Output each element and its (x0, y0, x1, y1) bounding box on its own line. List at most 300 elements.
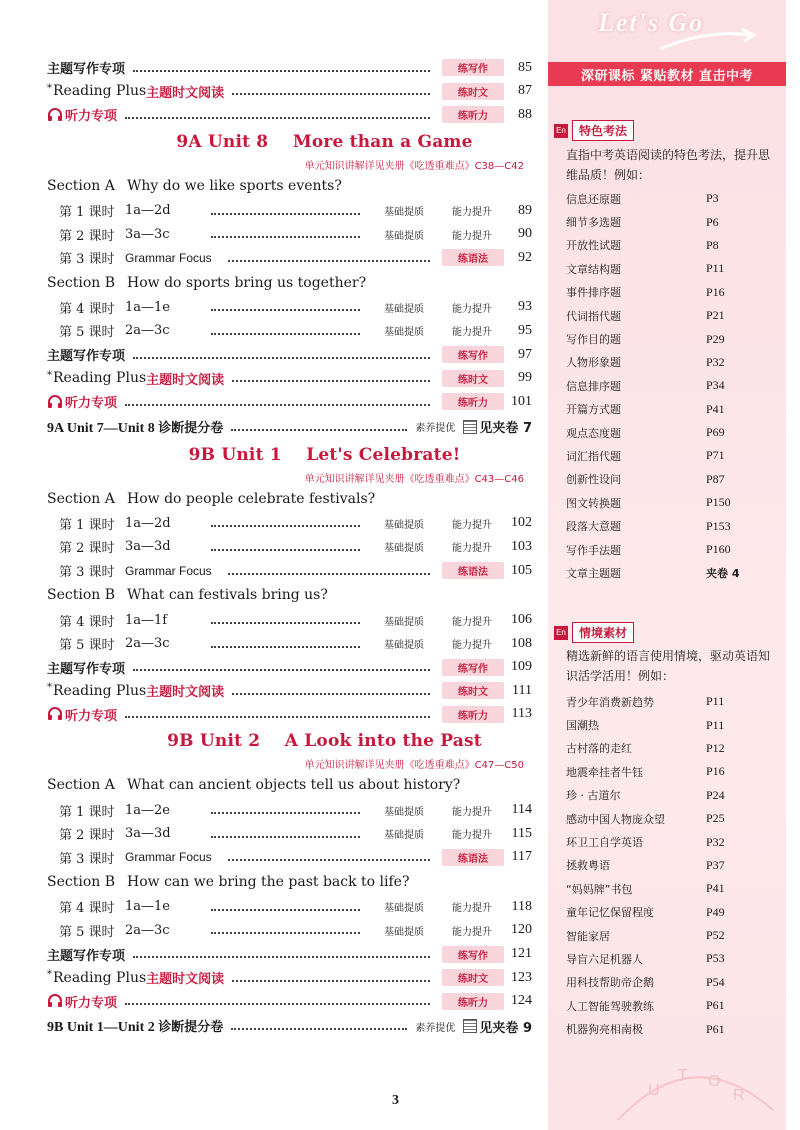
item-page: P53 (706, 951, 725, 966)
item-page: 夹卷 4 (706, 566, 740, 580)
toc-entry-topic[interactable] (47, 656, 532, 680)
item-page: P16 (706, 284, 725, 299)
item-name: 感动中国人物庞众望 (566, 812, 665, 826)
item-name: 图文转换题 (566, 496, 621, 510)
entry-title: 听力专项 (65, 995, 118, 1011)
headphones-icon (47, 395, 63, 409)
page-number-ref: 117 (511, 849, 532, 865)
item-name: 古村落的走红 (566, 742, 632, 756)
page-number-ref: 114 (511, 802, 532, 818)
sidebar-list-item (566, 994, 776, 1017)
lesson-number: 第 2 课时 (59, 541, 115, 557)
lesson-entry[interactable] (47, 246, 532, 270)
insert-ref (463, 1017, 532, 1036)
toc-entry-listen[interactable] (47, 703, 532, 727)
insert-ref-text: 见夹卷 7 (479, 421, 532, 437)
section-heading (47, 582, 532, 608)
sidebar-list-item (566, 760, 776, 783)
page-number-ref: 101 (511, 393, 532, 409)
level-tag: 能力提升 (452, 616, 492, 628)
diagnostic-test-entry[interactable] (47, 414, 532, 440)
sidebar-list-item (566, 468, 776, 491)
item-name: 文章主题题 (566, 566, 621, 580)
level-tag: 能力提升 (452, 230, 492, 242)
sidebar-list-item (566, 444, 776, 467)
lesson-code: 1a—2d (125, 515, 171, 531)
leader-dots (232, 980, 430, 982)
lesson-entry[interactable] (47, 822, 532, 846)
item-name: 青少年消费新趋势 (566, 695, 654, 709)
lesson-code: 1a—2e (125, 802, 170, 818)
item-page: P11 (706, 694, 725, 709)
item-name: 导盲六足机器人 (566, 952, 643, 966)
leader-dots (211, 932, 360, 934)
page-number-ref: 103 (511, 538, 532, 554)
booklet-icon (463, 1019, 477, 1033)
section-heading (47, 869, 532, 895)
slogan-banner: 深研课标 紧贴教材 直击中考 (548, 62, 786, 86)
page-number-ref: 118 (511, 898, 532, 914)
diagnostic-title (47, 417, 223, 437)
lesson-number: 第 5 课时 (59, 638, 115, 654)
star-mark: * (47, 82, 52, 94)
level-tag: 基础提质 (384, 806, 424, 818)
leader-dots (232, 93, 430, 95)
item-page: P25 (706, 811, 725, 826)
page-number-ref: 102 (511, 515, 532, 531)
lesson-code: 2a—3c (125, 323, 170, 339)
page-number-ref: 124 (511, 993, 532, 1009)
page-number-ref: 120 (511, 922, 532, 938)
section-question: Why do we like sports events? (127, 177, 342, 194)
entry-title-en: Reading Plus (53, 969, 147, 986)
unit-title: 9B Unit 2 A Look into the Past (167, 731, 482, 752)
feature-badge (554, 120, 634, 141)
item-name: 开放性试题 (566, 239, 621, 253)
practice-tag: 练写作 (442, 346, 504, 363)
leader-dots (133, 70, 430, 72)
sidebar-list-item (566, 421, 776, 444)
lesson-entry[interactable] (47, 798, 532, 822)
page-number-ref: 106 (511, 612, 532, 628)
star-mark: * (47, 969, 52, 981)
diagnostic-test-entry[interactable] (47, 1013, 532, 1039)
page-number-ref: 121 (511, 946, 532, 962)
item-page: P71 (706, 448, 725, 463)
page-number-ref: 92 (518, 249, 532, 265)
level-tag: 基础提质 (384, 616, 424, 628)
page-number: 3 (392, 1093, 399, 1108)
practice-tag: 练语法 (442, 849, 504, 866)
sidebar-list-item (566, 561, 776, 584)
entry-title: 听力专项 (65, 708, 118, 724)
lesson-code: Grammar Focus (125, 250, 212, 265)
toc-entry-reading[interactable] (47, 679, 532, 703)
entry-title: 听力专项 (65, 109, 118, 125)
level-tag: 基础提质 (384, 543, 424, 555)
item-name: 环卫工自学英语 (566, 836, 643, 850)
item-name: 创新性设问 (566, 473, 621, 487)
level-tag: 能力提升 (452, 903, 492, 915)
context-label: 情境素材 (572, 622, 634, 643)
sidebar-list-item (566, 257, 776, 280)
lesson-code: 1a—1f (125, 612, 168, 628)
level-tag: 基础提质 (384, 230, 424, 242)
leader-dots (133, 669, 430, 671)
item-page: P3 (706, 191, 719, 206)
item-page: P34 (706, 378, 725, 393)
leader-dots (125, 716, 430, 718)
sidebar-list-item (566, 830, 776, 853)
page-number-ref: 95 (518, 322, 532, 338)
item-page: P41 (706, 401, 725, 416)
unit-title: 9A Unit 8 More than a Game (176, 131, 473, 152)
sidebar-list-item (566, 351, 776, 374)
lesson-entry[interactable] (47, 222, 532, 246)
section-heading (47, 772, 532, 798)
lesson-code: 3a—3c (125, 226, 170, 242)
item-page: P69 (706, 425, 725, 440)
item-page: P150 (706, 495, 731, 510)
sidebar-list-item (566, 784, 776, 807)
toc-entry-listen[interactable] (47, 103, 532, 127)
headphones-icon (47, 707, 63, 721)
practice-tag: 练听力 (442, 106, 504, 123)
diagnostic-title (47, 1016, 223, 1036)
practice-tag: 练语法 (442, 562, 504, 579)
lesson-number: 第 5 课时 (59, 924, 115, 940)
leader-dots (211, 333, 360, 335)
level-tag: 基础提质 (384, 207, 424, 219)
lesson-code: Grammar Focus (125, 850, 212, 865)
item-page: P16 (706, 764, 725, 779)
feature-list (566, 187, 776, 585)
page-number-ref: 90 (518, 226, 532, 242)
leader-dots (231, 429, 407, 431)
item-page: P153 (706, 518, 731, 533)
feature-description: 直指中考英语阅读的特色考法，提升思维品质！例如： (566, 148, 771, 182)
entry-title: 听力专项 (65, 396, 118, 412)
item-page: P8 (706, 237, 719, 252)
item-name: 代词指代题 (566, 309, 621, 323)
item-name: 观点态度题 (566, 426, 621, 440)
level-tag: 基础提质 (384, 327, 424, 339)
item-page: P32 (706, 834, 725, 849)
context-description: 精选新鲜的语言使用情境，驱动英语知识活学活用！例如： (566, 649, 771, 683)
level-tag: 能力提升 (452, 543, 492, 555)
lesson-number: 第 4 课时 (59, 614, 115, 630)
entry-title-cn: 主题时文阅读 (146, 85, 225, 101)
item-name: 人工智能驾驶教练 (566, 999, 654, 1013)
entry-title-cn: 主题时文阅读 (146, 372, 225, 388)
item-page: P6 (706, 214, 719, 229)
entry-title: 主题写作专项 (47, 948, 126, 964)
leader-dots (211, 525, 360, 527)
item-name: 写作目的题 (566, 333, 621, 347)
level-tag: 基础提质 (384, 519, 424, 531)
toc-entry-topic[interactable] (47, 343, 532, 367)
item-name: 事件排序题 (566, 286, 621, 300)
leader-dots (228, 573, 430, 575)
sidebar-list-item (566, 187, 776, 210)
sidebar-list-item (566, 398, 776, 421)
lesson-entry[interactable] (47, 632, 532, 656)
feature-label: 特色考法 (572, 120, 634, 141)
lesson-code: 2a—3c (125, 922, 170, 938)
entry-title: 主题写作专项 (47, 661, 126, 677)
item-page: P61 (706, 998, 725, 1013)
leader-dots (125, 117, 430, 119)
svg-text:R: R (733, 1087, 745, 1104)
booklet-icon (463, 420, 477, 434)
level-tag: 能力提升 (452, 830, 492, 842)
item-page: P12 (706, 740, 725, 755)
insert-ref (463, 417, 532, 436)
practice-tag: 练时文 (442, 969, 504, 986)
lesson-entry[interactable] (47, 895, 532, 919)
item-name: 文章结构题 (566, 262, 621, 276)
sidebar-list-item (566, 901, 776, 924)
section-question: How do people celebrate festivals? (127, 490, 376, 507)
page-number-ref: 93 (518, 299, 532, 315)
quality-label: 素养提优 (415, 423, 456, 435)
leader-dots (133, 956, 430, 958)
level-tag: 能力提升 (452, 806, 492, 818)
level-tag: 能力提升 (452, 207, 492, 219)
context-list (566, 690, 776, 1041)
level-tag: 基础提质 (384, 830, 424, 842)
lesson-entry[interactable] (47, 845, 532, 869)
practice-tag: 练时文 (442, 370, 504, 387)
lesson-code: 1a—2d (125, 203, 171, 219)
item-name: 国潮热 (566, 719, 599, 733)
level-tag: 基础提质 (384, 926, 424, 938)
item-page: P61 (706, 1021, 725, 1036)
section-name: Section B (47, 874, 116, 891)
leader-dots (228, 260, 430, 262)
lesson-number: 第 4 课时 (59, 301, 115, 317)
item-name: 地震牵挂者牛钰 (566, 765, 643, 779)
section-name: Section A (47, 490, 115, 507)
item-page: P32 (706, 354, 725, 369)
entry-title: 主题写作专项 (47, 62, 126, 78)
sidebar-list-item (566, 210, 776, 233)
sidebar-list-item (566, 327, 776, 350)
star-mark: * (47, 682, 52, 694)
item-page: P160 (706, 542, 731, 557)
lesson-code: 2a—3c (125, 636, 170, 652)
page-number-ref: 97 (518, 346, 532, 362)
sidebar-list-item (566, 374, 776, 397)
section-question: What can festivals bring us? (127, 587, 328, 604)
leader-dots (211, 549, 360, 551)
diagnostic-title-en: 9B Unit 1—Unit 2 (47, 1020, 159, 1036)
practice-tag: 练时文 (442, 682, 504, 699)
lesson-entry[interactable] (47, 919, 532, 943)
toc-entry-reading[interactable] (47, 80, 532, 104)
page-number-ref: 105 (511, 562, 532, 578)
entry-title-en: Reading Plus (53, 83, 147, 100)
leader-dots (232, 693, 430, 695)
page-number-ref: 88 (518, 106, 532, 122)
item-name: 拯救粤语 (566, 859, 610, 873)
lesson-code: 1a—1e (125, 299, 170, 315)
lesson-number: 第 1 课时 (59, 205, 115, 221)
practice-tag: 练写作 (442, 946, 504, 963)
section-heading (47, 270, 532, 296)
practice-tag: 练写作 (442, 659, 504, 676)
page-number-ref: 89 (518, 202, 532, 218)
lesson-entry[interactable] (47, 199, 532, 223)
lesson-number: 第 2 课时 (59, 828, 115, 844)
item-page: P52 (706, 928, 725, 943)
sidebar-list-item (566, 854, 776, 877)
leader-dots (211, 836, 360, 838)
sidebar-list-item (566, 281, 776, 304)
lesson-entry[interactable] (47, 512, 532, 536)
sidebar (548, 0, 786, 1130)
leader-dots (228, 859, 430, 861)
entry-title-cn: 主题时文阅读 (146, 972, 225, 988)
sidebar-list-item (566, 304, 776, 327)
lesson-code: 3a—3d (125, 539, 171, 555)
diagnostic-title-cn: 诊断提分卷 (158, 420, 224, 436)
toc-entry-listen[interactable] (47, 989, 532, 1013)
unit-title: 9B Unit 1 Let's Celebrate! (188, 444, 461, 465)
unit-subtitle: 单元知识讲解详见夹册《吃透重难点》C47—C50 (304, 760, 524, 772)
swoosh-arrow-icon (658, 25, 758, 55)
leader-dots (125, 404, 430, 406)
practice-tag: 练听力 (442, 993, 504, 1010)
item-name: 用科技帮助帝企鹅 (566, 976, 654, 990)
leader-dots (211, 236, 360, 238)
leader-dots (231, 1028, 407, 1030)
item-name: 段落大意题 (566, 520, 621, 534)
en-icon: En (554, 124, 568, 138)
star-mark: * (47, 369, 52, 381)
lesson-code: Grammar Focus (125, 563, 212, 578)
leader-dots (211, 909, 360, 911)
page-number-ref: 123 (511, 969, 532, 985)
lesson-number: 第 3 课时 (59, 851, 115, 867)
page-number-ref: 87 (518, 83, 532, 99)
lesson-entry[interactable] (47, 319, 532, 343)
page-number-ref: 109 (511, 659, 532, 675)
level-tag: 能力提升 (452, 519, 492, 531)
lesson-number: 第 2 课时 (59, 228, 115, 244)
page-number-ref: 113 (511, 706, 532, 722)
headphones-icon (47, 994, 63, 1008)
section-name: Section A (47, 777, 115, 794)
item-name: 人物形象题 (566, 356, 621, 370)
item-name: 写作手法题 (566, 543, 621, 557)
toc-entry-reading[interactable] (47, 366, 532, 390)
level-tag: 能力提升 (452, 303, 492, 315)
section-name: Section B (47, 274, 116, 291)
level-tag: 基础提质 (384, 640, 424, 652)
entry-title-en: Reading Plus (53, 370, 147, 387)
section-heading (47, 173, 532, 199)
page-number-ref: 115 (511, 825, 532, 841)
page-number-ref: 85 (518, 59, 532, 75)
context-badge (554, 622, 634, 643)
sidebar-list-item (566, 971, 776, 994)
headphones-icon (47, 108, 63, 122)
diagnostic-title-en: 9A Unit 7—Unit 8 (47, 420, 159, 436)
toc-entry-listen[interactable] (47, 390, 532, 414)
section-question: What can ancient objects tell us about history? (127, 777, 461, 794)
item-name: 童年记忆保留程度 (566, 906, 654, 920)
item-name: “妈妈牌”书包 (566, 882, 633, 896)
lesson-number: 第 1 课时 (59, 517, 115, 533)
leader-dots (133, 357, 430, 359)
item-page: P24 (706, 787, 725, 802)
sidebar-list-item (566, 924, 776, 947)
sidebar-list-item (566, 538, 776, 561)
item-page: P41 (706, 881, 725, 896)
sidebar-list-item (566, 947, 776, 970)
item-name: 珍 · 古道尔 (566, 789, 621, 803)
svg-text:O: O (708, 1073, 721, 1090)
sidebar-list-item (566, 807, 776, 830)
page-number-ref: 108 (511, 635, 532, 651)
lesson-number: 第 5 课时 (59, 325, 115, 341)
level-tag: 能力提升 (452, 640, 492, 652)
quality-label: 素养提优 (415, 1022, 456, 1034)
svg-text:T: T (678, 1067, 688, 1084)
page-number-ref: 99 (518, 370, 532, 386)
sidebar-list-item (566, 690, 776, 713)
section-name: Section B (47, 587, 116, 604)
item-page: P54 (706, 974, 725, 989)
section-question: How do sports bring us together? (127, 274, 367, 291)
lesson-code: 1a—1e (125, 899, 170, 915)
practice-tag: 练语法 (442, 249, 504, 266)
leader-dots (232, 380, 430, 382)
unit-subtitle: 单元知识讲解详见夹册《吃透重难点》C38—C42 (304, 160, 524, 172)
sidebar-list-item (566, 234, 776, 257)
leader-dots (211, 646, 360, 648)
practice-tag: 练时文 (442, 83, 504, 100)
item-page: P21 (706, 308, 725, 323)
lesson-entry[interactable] (47, 296, 532, 320)
toc-entry-reading[interactable] (47, 966, 532, 990)
toc-entry-topic[interactable] (47, 56, 532, 80)
sidebar-list-item (566, 491, 776, 514)
toc-entry-topic[interactable] (47, 942, 532, 966)
insert-ref-text: 见夹卷 9 (479, 1020, 532, 1036)
item-page: P37 (706, 857, 725, 872)
item-name: 开篇方式题 (566, 403, 621, 417)
page-number-ref: 111 (512, 682, 532, 698)
entry-title: 主题写作专项 (47, 349, 126, 365)
lesson-number: 第 3 课时 (59, 565, 115, 581)
decorative-letters (608, 1020, 778, 1130)
level-tag: 基础提质 (384, 303, 424, 315)
lesson-entry[interactable] (47, 535, 532, 559)
svg-text:U: U (648, 1082, 660, 1099)
section-heading (47, 486, 532, 512)
lesson-entry[interactable] (47, 608, 532, 632)
lesson-number: 第 3 课时 (59, 252, 115, 268)
logo: Let's Go (598, 8, 705, 37)
sidebar-list-item (566, 877, 776, 900)
lesson-number: 第 1 课时 (59, 804, 115, 820)
lesson-entry[interactable] (47, 559, 532, 583)
practice-tag: 练听力 (442, 706, 504, 723)
leader-dots (125, 1003, 430, 1005)
practice-tag: 练听力 (442, 393, 504, 410)
